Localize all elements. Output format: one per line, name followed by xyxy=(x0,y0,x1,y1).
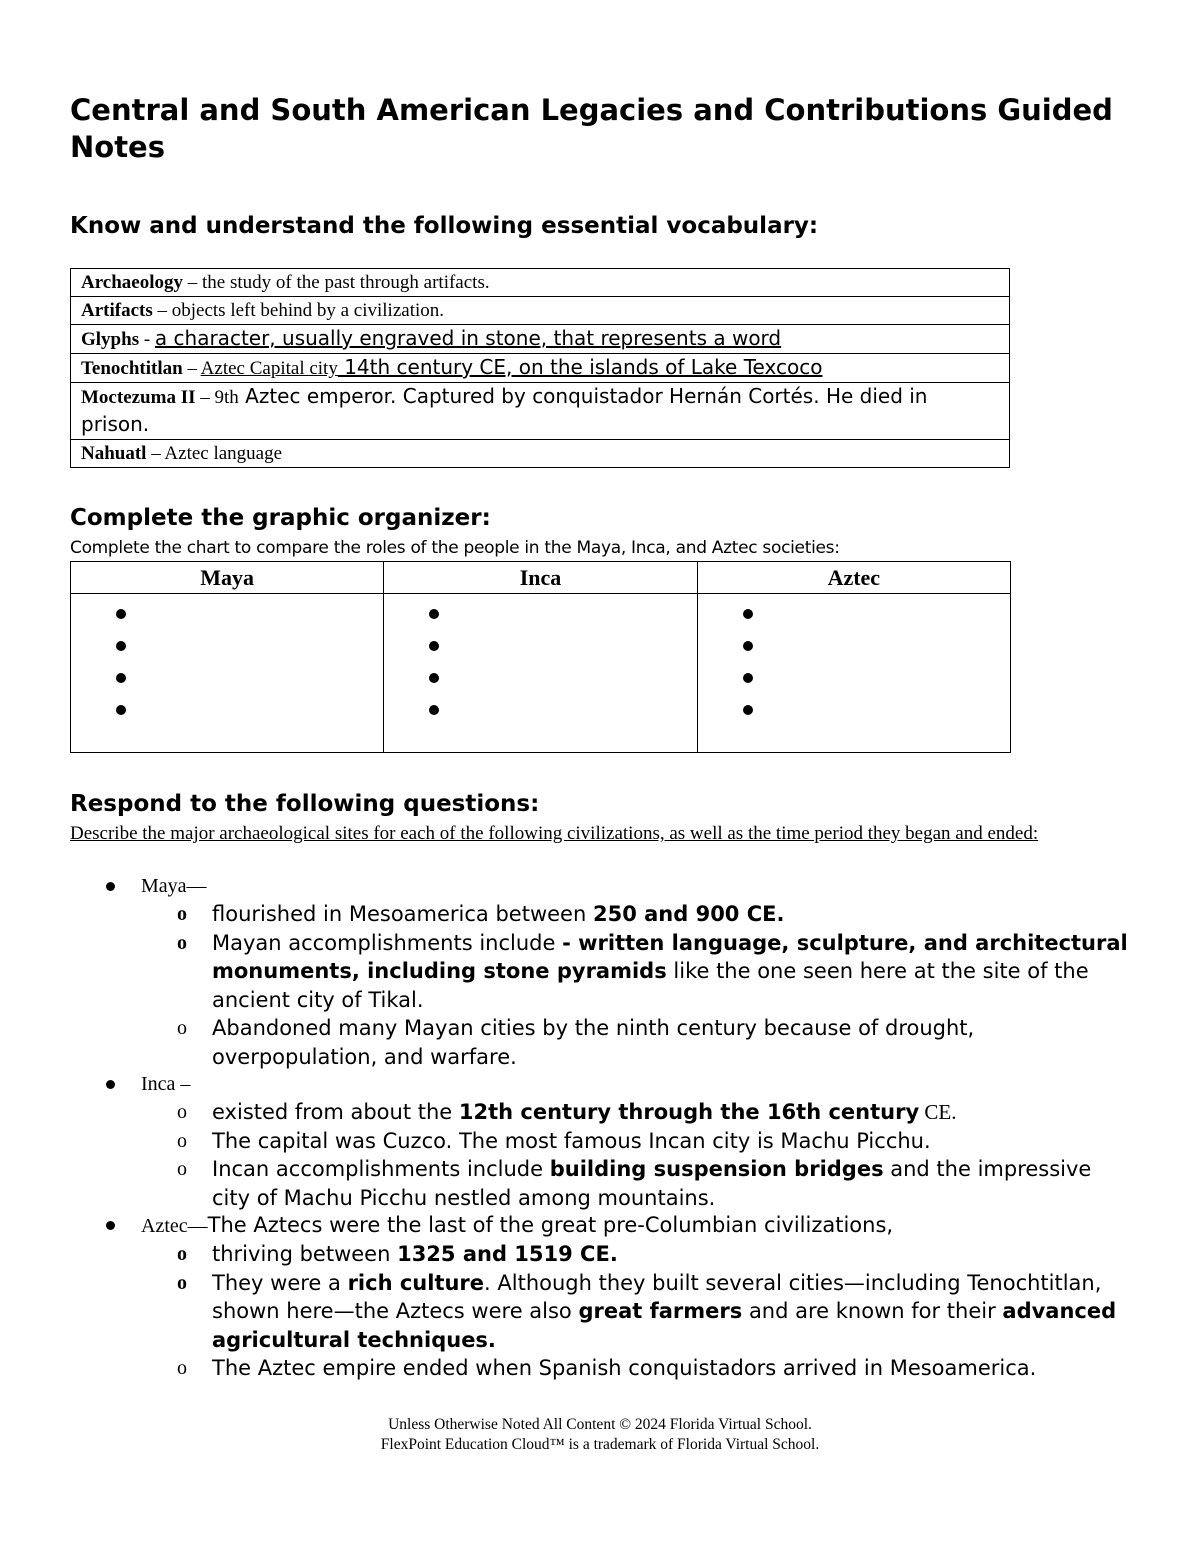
text: Abandoned many Mayan cities by the ninth century because of drought, overpopulation, and warfare. xyxy=(212,1016,975,1069)
vocab-separator: – xyxy=(152,300,172,321)
vocab-separator: - xyxy=(139,329,155,350)
vocab-definition: a character, usually engraved in stone, that represents a word xyxy=(154,326,782,350)
text: . Although they built several cities—including Tenochtitlan, shown here—the Aztecs were also xyxy=(212,1270,1102,1323)
vocab-separator: – xyxy=(182,358,201,379)
vocab-row xyxy=(71,354,1010,383)
vocab-term: Archaeology xyxy=(81,272,184,293)
vocab-cell xyxy=(71,383,1010,440)
trademark-line: FlexPoint Education Cloud™ is a trademark of Florida Virtual School. xyxy=(380,1436,820,1453)
organizer-instruction: Complete the chart to compare the roles of the people in the Maya, Inca, and Aztec societies: xyxy=(70,538,840,558)
page-title: Central and South American Legacies and Contributions Guided Notes xyxy=(70,93,1113,164)
text: The Aztec empire ended when Spanish conquistadors arrived in Mesoamerica. xyxy=(212,1356,1037,1380)
blank-bullet xyxy=(698,632,1010,664)
text: thriving between xyxy=(212,1242,398,1266)
maya-point xyxy=(70,1014,1130,1071)
questions-heading: Respond to the following questions: xyxy=(70,791,540,817)
vocab-definition-prefix: Aztec Capital city xyxy=(200,358,338,379)
column-header-maya: Maya xyxy=(71,562,384,594)
blank-bullet xyxy=(384,632,696,664)
inca-roles-cell[interactable] xyxy=(384,594,697,753)
civilization-list xyxy=(70,873,1130,1383)
bold-text: - written language, sculpture, and architectural monuments, including stone pyramids xyxy=(212,930,1128,983)
blank-bullet xyxy=(698,696,1010,728)
civilization-label: Aztec— xyxy=(141,1215,208,1237)
civilization-intro: The Aztecs were the last of the great pre-Columbian civilizations, xyxy=(207,1213,894,1237)
vocab-term: Nahuatl xyxy=(81,443,147,464)
inca-point xyxy=(70,1098,1130,1127)
civilization-item-aztec xyxy=(70,1212,1130,1240)
vocab-cell xyxy=(71,269,1010,297)
blank-bullet xyxy=(384,664,696,696)
bold-text: 12th century through the 16th century xyxy=(458,1100,920,1124)
questions-prompt: Describe the major archaeological sites for each of the following civilizations, as well as the time period they began and ended: xyxy=(70,823,1039,844)
civilization-item-maya xyxy=(70,873,1130,900)
vocab-definition-prefix: 9th xyxy=(214,387,239,408)
vocab-cell xyxy=(71,354,1010,383)
page-footer xyxy=(0,1415,1200,1455)
vocab-term: Glyphs xyxy=(81,329,140,350)
copyright-line: Unless Otherwise Noted All Content © 2024 Florida Virtual School. xyxy=(388,1416,812,1433)
bold-text: building suspension bridges xyxy=(549,1157,884,1181)
blank-bullet xyxy=(71,664,383,696)
text: CE. xyxy=(919,1100,957,1124)
vocab-definition: 14th century CE, on the islands of Lake Texcoco xyxy=(337,355,823,379)
column-header-inca: Inca xyxy=(384,562,697,594)
bold-text: great farmers xyxy=(578,1299,743,1323)
vocab-separator: – xyxy=(146,443,165,464)
text: They were a xyxy=(212,1270,348,1295)
civilization-label: Inca – xyxy=(141,1073,191,1095)
text: flourished in Mesoamerica between xyxy=(212,902,593,926)
column-header-aztec: Aztec xyxy=(697,562,1010,594)
vocab-definition: Aztec emperor. Captured by conquistador Hernán Cortés. He died in prison. xyxy=(81,384,928,436)
blank-bullet xyxy=(71,696,383,728)
organizer-heading: Complete the graphic organizer: xyxy=(70,505,491,531)
text: Mayan accomplishments include xyxy=(212,930,563,955)
bullet-list xyxy=(698,600,1010,728)
vocabulary-heading: Know and understand the following essential vocabulary: xyxy=(70,213,819,239)
blank-bullet xyxy=(71,600,383,632)
graphic-organizer-chart xyxy=(70,561,1011,753)
maya-point xyxy=(70,900,1130,929)
text: like the one seen here at the site of the ancient city of Tikal. xyxy=(212,959,1089,1012)
vocab-definition: Aztec language xyxy=(164,443,283,464)
civilization-item-inca xyxy=(70,1071,1130,1098)
bullet-list xyxy=(71,600,383,728)
blank-bullet xyxy=(698,600,1010,632)
vocab-row xyxy=(71,269,1010,297)
aztec-roles-cell[interactable] xyxy=(697,594,1010,753)
vocab-row xyxy=(71,383,1010,440)
vocab-definition: objects left behind by a civilization. xyxy=(171,300,445,321)
blank-bullet xyxy=(71,632,383,664)
civilization-label: Maya— xyxy=(141,875,207,897)
vocab-separator: – xyxy=(195,387,215,408)
maya-point xyxy=(70,929,1130,1015)
vocab-definition: the study of the past through artifacts. xyxy=(202,272,490,293)
vocab-cell xyxy=(71,440,1010,468)
inca-point xyxy=(70,1155,1130,1212)
vocab-cell xyxy=(71,297,1010,325)
vocab-row xyxy=(71,440,1010,468)
text: The capital was Cuzco. The most famous Incan city is Machu Picchu. xyxy=(212,1128,931,1153)
vocab-separator: – xyxy=(183,272,203,293)
text: Incan accomplishments include xyxy=(212,1157,550,1181)
vocab-row xyxy=(71,325,1010,354)
maya-roles-cell[interactable] xyxy=(71,594,384,753)
blank-bullet xyxy=(384,696,696,728)
vocab-term: Tenochtitlan xyxy=(81,358,183,379)
vocab-row xyxy=(71,297,1010,325)
text: and are known for their xyxy=(742,1299,1003,1323)
vocabulary-table xyxy=(70,268,1010,468)
text: existed from about the xyxy=(212,1100,459,1124)
text: and the impressive city of Machu Picchu nestled among mountains. xyxy=(212,1157,1092,1210)
bold-text: 250 and 900 CE. xyxy=(592,902,785,926)
inca-point xyxy=(70,1127,1130,1156)
vocab-term: Artifacts xyxy=(81,300,153,321)
blank-bullet xyxy=(384,600,696,632)
bold-text: rich culture xyxy=(347,1270,485,1295)
aztec-point xyxy=(70,1269,1130,1355)
bold-text: advanced agricultural techniques. xyxy=(212,1299,1117,1352)
vocab-cell xyxy=(71,325,1010,354)
blank-bullet xyxy=(698,664,1010,696)
bullet-list xyxy=(384,600,696,728)
vocab-term: Moctezuma II xyxy=(81,387,196,408)
bold-text: 1325 and 1519 CE. xyxy=(397,1242,618,1266)
aztec-point xyxy=(70,1354,1130,1383)
aztec-point xyxy=(70,1240,1130,1269)
